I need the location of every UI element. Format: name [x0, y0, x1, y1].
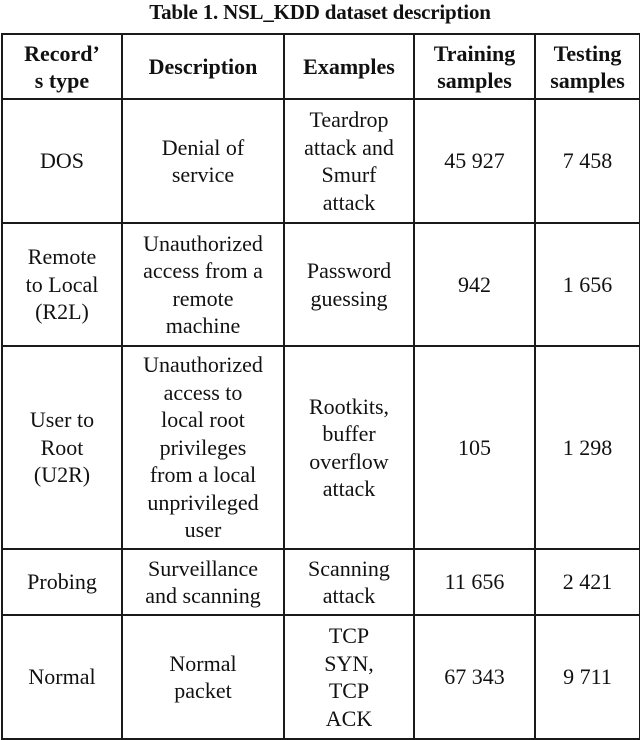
- cell-description: [122, 223, 284, 346]
- cell-line: Surveillance: [148, 555, 258, 581]
- cell-line: attack and: [304, 134, 394, 160]
- cell-line: (U2R): [33, 462, 91, 488]
- header-line: Training: [433, 40, 516, 66]
- cell-examples: [284, 346, 414, 549]
- cell-line: Password: [306, 258, 392, 283]
- cell-line: Teardrop: [309, 107, 389, 132]
- cell-line: Unauthorized: [143, 230, 263, 256]
- header-description: [122, 34, 284, 99]
- cell-line: service: [171, 162, 235, 187]
- cell-line: Rootkits,: [308, 393, 390, 419]
- cell-training-samples: 105: [414, 346, 535, 549]
- cell-line: attack: [322, 583, 376, 608]
- cell-description: [122, 549, 284, 615]
- cell-line: and scanning: [145, 583, 261, 608]
- cell-line: user: [184, 517, 222, 543]
- cell-training-samples: 11 656: [414, 549, 535, 615]
- header-line: Examples: [303, 54, 395, 79]
- cell-line: privileges: [159, 434, 247, 460]
- header-examples: [284, 34, 414, 99]
- dataset-table: [1, 33, 640, 740]
- cell-record-type: [2, 99, 122, 223]
- cell-testing-samples: 9 711: [535, 615, 640, 739]
- cell-line: attack: [322, 189, 376, 215]
- cell-line: Remote: [27, 244, 97, 270]
- cell-record-type: [2, 615, 122, 739]
- cell-examples: [284, 99, 414, 223]
- cell-line: overflow: [309, 448, 389, 474]
- cell-line: packet: [174, 678, 232, 703]
- cell-description: [122, 615, 284, 739]
- cell-line: Normal: [28, 664, 96, 690]
- table-row: [2, 346, 640, 549]
- cell-line: SYN,: [324, 650, 374, 676]
- header-line: s type: [34, 67, 90, 93]
- cell-record-type: [2, 549, 122, 615]
- cell-line: ACK: [325, 705, 373, 731]
- header-line: samples: [550, 67, 625, 93]
- table-caption: Table 1. NSL_KDD dataset description: [149, 0, 491, 24]
- cell-testing-samples: 2 421: [535, 549, 640, 615]
- cell-examples: [284, 615, 414, 739]
- header-line: Description: [148, 54, 258, 79]
- cell-record-type: [2, 346, 122, 549]
- cell-line: to Local: [25, 271, 99, 297]
- cell-line: Denial of: [161, 134, 245, 160]
- cell-testing-samples: 1 298: [535, 346, 640, 549]
- cell-line: buffer: [322, 421, 376, 446]
- cell-line: TCP: [328, 623, 370, 648]
- cell-examples: [284, 223, 414, 346]
- cell-line: Normal: [169, 650, 237, 676]
- cell-line: attack: [322, 476, 376, 501]
- header-line: samples: [437, 67, 512, 93]
- cell-description: [122, 346, 284, 549]
- header-testing-samples: [535, 34, 640, 99]
- cell-line: machine: [165, 313, 241, 338]
- cell-line: access to: [163, 379, 243, 405]
- cell-examples: [284, 549, 414, 615]
- cell-line: remote: [172, 285, 234, 311]
- table-row: [2, 615, 640, 739]
- header-row: [2, 34, 640, 99]
- header-training-samples: [414, 34, 535, 99]
- cell-line: User to: [29, 407, 95, 433]
- cell-line: Smurf: [321, 162, 377, 187]
- cell-line: (R2L): [35, 299, 89, 325]
- header-line: Testing: [553, 40, 622, 66]
- cell-description: [122, 99, 284, 223]
- cell-line: Scanning: [308, 555, 390, 581]
- table-row: [2, 549, 640, 615]
- cell-line: access from a: [143, 258, 263, 283]
- header-record-type: [2, 34, 122, 99]
- cell-line: unprivileged: [147, 489, 259, 515]
- table-row: [2, 99, 640, 223]
- header-line: Record’: [24, 40, 100, 66]
- cell-testing-samples: 7 458: [535, 99, 640, 223]
- cell-line: guessing: [310, 285, 388, 311]
- cell-record-type: [2, 223, 122, 346]
- table-row: [2, 223, 640, 346]
- cell-line: Root: [40, 434, 84, 460]
- cell-training-samples: 942: [414, 223, 535, 346]
- cell-training-samples: 67 343: [414, 615, 535, 739]
- cell-line: TCP: [328, 678, 370, 703]
- cell-line: Unauthorized: [143, 352, 263, 378]
- cell-line: DOS: [39, 148, 84, 174]
- cell-training-samples: 45 927: [414, 99, 535, 223]
- cell-testing-samples: 1 656: [535, 223, 640, 346]
- cell-line: Probing: [27, 569, 97, 595]
- cell-line: from a local: [149, 462, 257, 488]
- cell-line: local root: [161, 407, 245, 433]
